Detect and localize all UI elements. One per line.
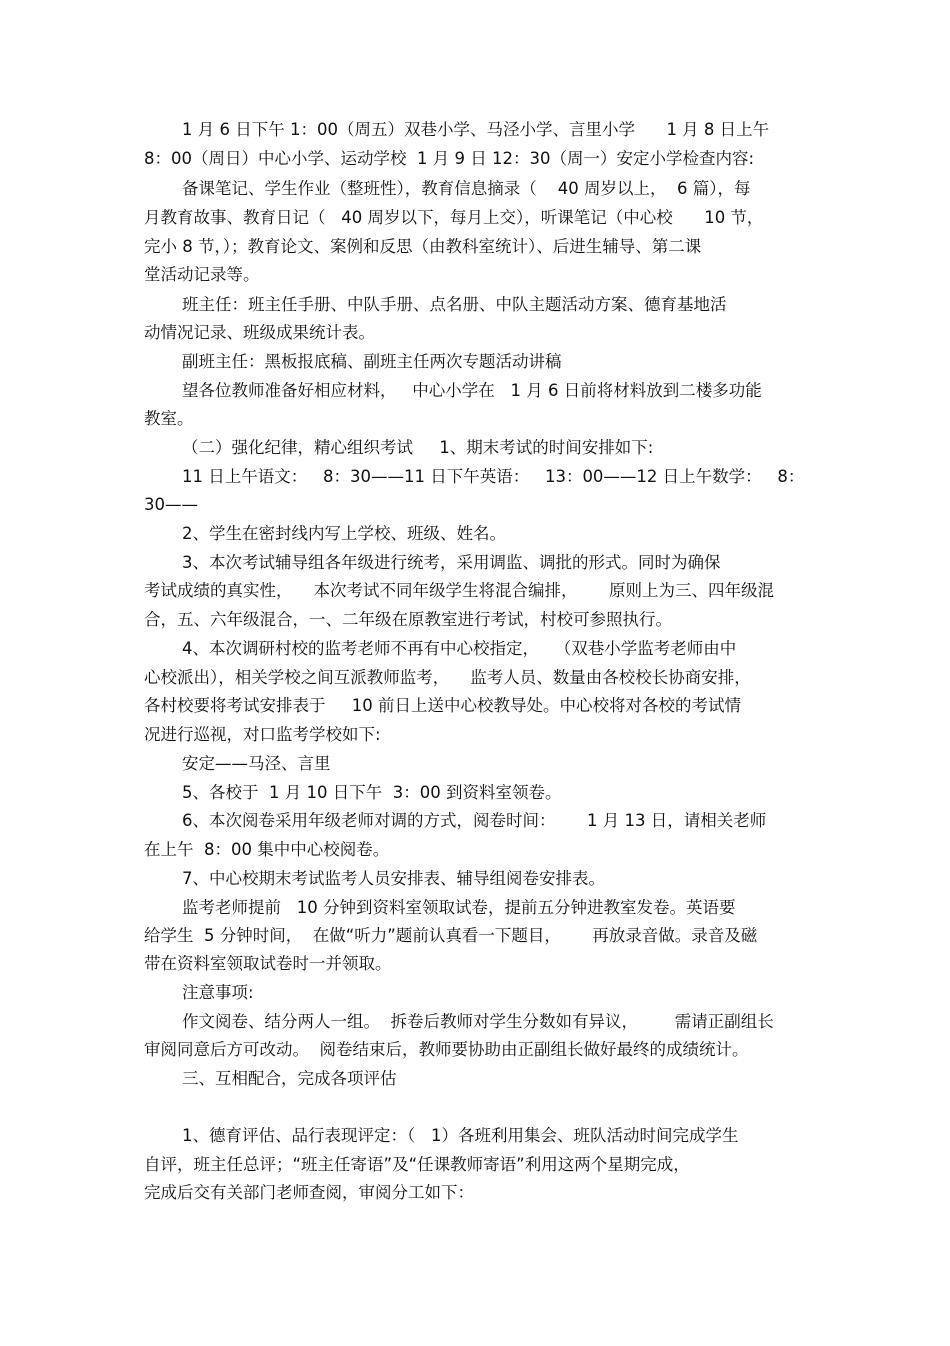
text-line: 各村校要将考试安排表于 10 前日上送中心校教导处。中心校将对各校的考试情 — [144, 696, 741, 715]
text-line: 3、本次考试辅导组各年级进行统考，采用调监、调批的形式。同时为确保 — [182, 553, 721, 572]
text-line: 班主任：班主任手册、中队手册、点名册、中队主题活动方案、德育基地活 — [182, 295, 727, 314]
text-line: 完小 8 节，）；教育论文、案例和反思（由教科室统计）、后进生辅导、第二课 — [144, 237, 702, 256]
text-line: 6、本次阅卷采用年级老师对调的方式，阅卷时间： 1 月 13 日，请相关老师 — [182, 811, 767, 830]
text-line: 5、各校于 1 月 10 日下午 3：00 到资料室领卷。 — [182, 783, 562, 802]
text-line: 动情况记录、班级成果统计表。 — [144, 323, 375, 342]
text-line: 况进行巡视，对口监考学校如下: — [144, 725, 381, 744]
text-line: 注意事项: — [182, 983, 254, 1002]
text-line: 自评，班主任总评；“班主任寄语”及“任课教师寄语”利用这两个星期完成， — [144, 1155, 690, 1174]
text-line: 作文阅卷、结分两人一组。 拆卷后教师对学生分数如有异议， 需请正副组长 — [182, 1012, 774, 1031]
text-line: 7、中心校期末考试监考人员安排表、辅导组阅卷安排表。 — [182, 869, 605, 888]
text-line: 心校派出），相关学校之间互派教师监考， 监考人员、数量由各校校长协商安排， — [144, 668, 751, 687]
text-line: 安定——马泾、言里 — [182, 754, 331, 773]
text-line: 考试成绩的真实性， 本次考试不同年级学生将混合编排， 原则上为三、四年级混 — [144, 581, 774, 600]
text-line: 带在资料室领取试卷时一并领取。 — [144, 954, 392, 973]
text-line: 合，五、六年级混合，一、二年级在原教室进行考试，村校可参照执行。 — [144, 610, 672, 629]
text-line: 给学生 5 分钟时间， 在做“听力”题前认真看一下题目， 再放录音做。录音及磁 — [144, 926, 758, 945]
text-line: 11 日上午语文： 8：30——11 日下午英语： 13：00——12 日上午数学： 8： — [182, 467, 805, 486]
text-line: 教室。 — [144, 409, 194, 428]
text-line: 1 月 6 日下午 1：00（周五）双巷小学、马泾小学、言里小学 1 月 8 日上午 — [182, 120, 770, 139]
text-line: 三、互相配合，完成各项评估 — [182, 1069, 397, 1088]
text-line: 在上午 8：00 集中中心校阅卷。 — [144, 840, 390, 859]
text-line: 8：00（周日）中心小学、运动学校 1 月 9 日 12：30（周一）安定小学检查内容: — [144, 149, 755, 168]
text-line: 完成后交有关部门老师查阅，审阅分工如下： — [144, 1183, 474, 1202]
text-line: 监考老师提前 10 分钟到资料室领取试卷，提前五分钟进教室发卷。英语要 — [182, 898, 736, 917]
text-line: 备课笔记、学生作业（整班性），教育信息摘录（ 40 周岁以上， 6 篇），每 — [182, 179, 751, 198]
text-line: 1、德育评估、品行表现评定：（ 1）各班利用集会、班队活动时间完成学生 — [182, 1126, 739, 1145]
text-line: 望各位教师准备好相应材料， 中心小学在 1 月 6 日前将材料放到二楼多功能 — [182, 381, 762, 400]
text-line: 堂活动记录等。 — [144, 265, 260, 284]
text-line: 2、学生在密封线内写上学校、班级、姓名。 — [182, 524, 506, 543]
text-line: 审阅同意后方可改动。 阅卷结束后，教师要协助由正副组长做好最终的成绩统计。 — [144, 1040, 749, 1059]
text-line: （二）强化纪律，精心组织考试 1、期末考试的时间安排如下: — [182, 438, 654, 457]
text-line: 月教育故事、教育日记（ 40 周岁以下，每月上交），听课笔记（中心校 10 节， — [144, 208, 764, 227]
text-line: 副班主任：黑板报底稿、副班主任两次专题活动讲稿 — [182, 352, 562, 371]
text-line: 30—— — [144, 495, 198, 514]
text-line: 4、本次调研村校的监考老师不再有中心校指定， （双巷小学监考老师由中 — [182, 639, 737, 658]
